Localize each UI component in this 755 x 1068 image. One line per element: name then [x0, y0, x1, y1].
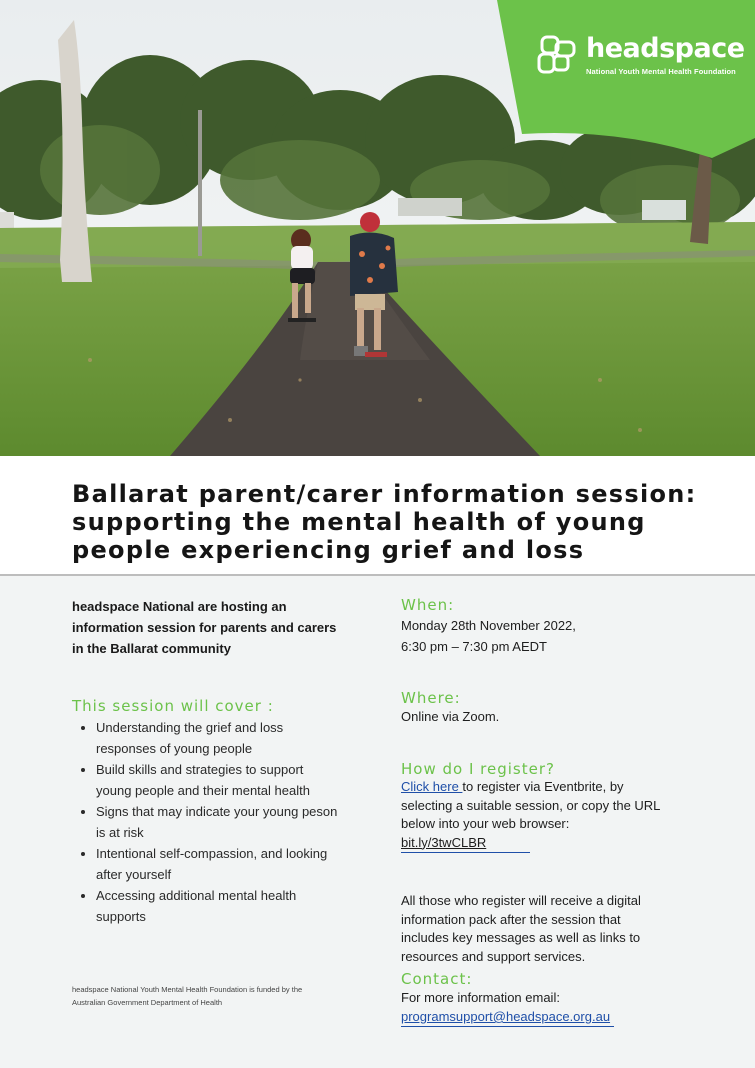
title-band — [0, 456, 755, 574]
session-cover-heading: This session will cover : — [72, 697, 274, 715]
contact-email-link[interactable]: programsupport@headspace.org.au — [401, 1007, 614, 1027]
hero-photo — [0, 0, 755, 456]
headspace-logo — [536, 34, 745, 76]
register-instructions: to register via Eventbrite, by selecting a suitable session, or copy the URL below into your web browser: — [401, 779, 660, 831]
page-title: Ballarat parent/carer information session: supporting the mental health of young people experiencing grief and loss — [72, 480, 697, 564]
list-item: • Intentional self-compassion, and looking after yourself — [96, 843, 342, 885]
event-time: 6:30 pm – 7:30 pm AEDT — [401, 639, 547, 654]
click-here-link[interactable]: Click here — [401, 779, 463, 794]
contact-text: For more information email: — [401, 990, 560, 1005]
event-date: Monday 28th November 2022, — [401, 618, 576, 633]
headspace-logo-icon — [536, 34, 578, 76]
where-details: Online via Zoom. — [401, 709, 500, 724]
list-item: • Accessing additional mental health supports — [96, 885, 342, 927]
list-item: • Signs that may indicate your young peson is at risk — [96, 801, 342, 843]
left-column — [72, 596, 342, 927]
title-divider — [0, 574, 755, 576]
brand-name: headspace — [586, 33, 745, 64]
when-details — [401, 615, 661, 657]
brand-tagline: National Youth Mental Health Foundation — [586, 67, 736, 76]
register-heading: How do I register? — [401, 760, 555, 778]
register-details — [401, 778, 661, 854]
list-item: • Build skills and strategies to support young people and their mental health — [96, 759, 342, 801]
intro-text: headspace National are hosting an information session for parents and carers in the Ballarat community — [72, 599, 337, 656]
funding-note: headspace National Youth Mental Health Foundation is funded by the Australian Government Department of Health — [72, 985, 303, 1007]
where-heading: Where: — [401, 689, 461, 707]
right-column — [401, 596, 661, 1027]
brand-banner-shape — [497, 0, 755, 158]
brand-banner — [0, 0, 755, 160]
info-pack-text: All those who register will receive a digital information pack after the session that includes key messages as well as links to resources and support services. — [401, 893, 641, 964]
when-heading: When: — [401, 596, 455, 614]
short-url-link[interactable]: bit.ly/3twCLBR — [401, 834, 530, 854]
list-item: • Understanding the grief and loss responses of young people — [96, 717, 342, 759]
session-cover-list — [72, 717, 342, 927]
contact-details — [401, 988, 661, 1027]
contact-heading: Contact: — [401, 970, 473, 988]
